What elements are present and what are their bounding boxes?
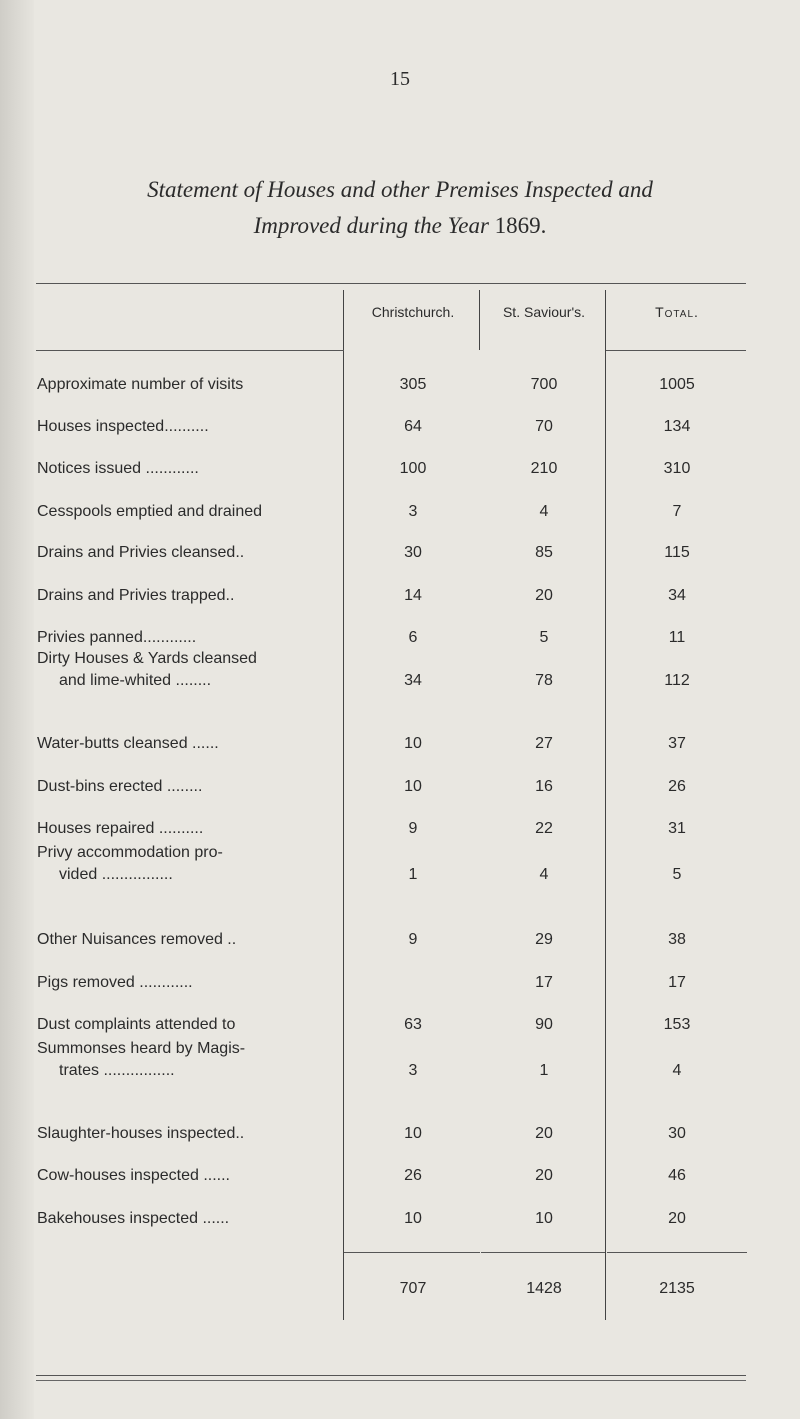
column-header-christchurch: Christchurch. — [371, 304, 455, 320]
cell-st-saviours: 85 — [535, 544, 553, 561]
row-label — [37, 1165, 337, 1187]
row-label — [37, 1208, 337, 1230]
row-label-line-1: Houses repaired .......... — [37, 820, 204, 837]
row-label — [37, 585, 337, 607]
cell-christchurch: 63 — [404, 1016, 422, 1033]
column-divider-3 — [605, 290, 606, 1320]
row-label — [37, 1038, 337, 1082]
row-label — [37, 416, 337, 438]
cell-christchurch: 3 — [408, 503, 418, 520]
cell-st-saviours: 17 — [535, 974, 553, 991]
row-label-line-1: Drains and Privies cleansed.. — [37, 544, 245, 561]
row-label-line-2: trates ................ — [59, 1062, 175, 1079]
column-header-total: Total. — [655, 304, 699, 320]
cell-total: 5 — [672, 866, 682, 883]
row-label-line-1: Slaughter-houses inspected.. — [37, 1125, 245, 1142]
cell-total: 31 — [668, 820, 686, 837]
sum-rule-christchurch — [344, 1252, 480, 1253]
cell-total: 46 — [668, 1167, 686, 1184]
total-total: 2135 — [659, 1280, 695, 1297]
cell-st-saviours: 29 — [535, 931, 553, 948]
cell-total: 7 — [672, 503, 682, 520]
total-christchurch: 707 — [399, 1280, 427, 1297]
cell-total: 17 — [668, 974, 686, 991]
cell-christchurch: 14 — [404, 587, 422, 604]
cell-st-saviours: 1 — [539, 1062, 549, 1079]
sum-rule-total — [607, 1252, 747, 1253]
cell-st-saviours: 10 — [535, 1210, 553, 1227]
cell-st-saviours: 27 — [535, 735, 553, 752]
cell-total: 38 — [668, 931, 686, 948]
title-line-1: Statement of Houses and other Premises Inspected and — [147, 177, 653, 202]
cell-total: 26 — [668, 778, 686, 795]
row-label-line-2: vided ................ — [59, 866, 173, 883]
cell-st-saviours: 4 — [539, 866, 549, 883]
column-divider-1 — [343, 290, 344, 1320]
cell-christchurch: 3 — [408, 1062, 418, 1079]
row-label — [37, 648, 337, 692]
row-label — [37, 1123, 337, 1145]
row-label — [37, 542, 337, 564]
row-label-line-1: Houses inspected.......... — [37, 418, 209, 435]
top-rule — [36, 283, 746, 284]
row-label-line-1: Summonses heard by Magis- — [37, 1040, 246, 1057]
cell-christchurch: 305 — [399, 376, 427, 393]
title-line-2-text: Improved during the Year — [253, 213, 489, 238]
row-label — [37, 929, 337, 951]
cell-total: 153 — [663, 1016, 691, 1033]
row-label — [37, 842, 337, 886]
row-label-line-1: Privies panned............ — [37, 629, 197, 646]
cell-total: 112 — [664, 672, 690, 689]
row-label — [37, 458, 337, 480]
row-label-line-1: Dust complaints attended to — [37, 1016, 236, 1033]
cell-st-saviours: 700 — [530, 376, 558, 393]
bottom-rule-thin — [36, 1380, 746, 1381]
row-label-line-1: Cow-houses inspected ...... — [37, 1167, 230, 1184]
cell-christchurch: 34 — [404, 672, 422, 689]
sum-rule-st-saviours — [481, 1252, 605, 1253]
row-label — [37, 627, 337, 649]
cell-st-saviours: 210 — [530, 460, 558, 477]
cell-st-saviours: 20 — [535, 587, 553, 604]
row-label-line-1: Pigs removed ............ — [37, 974, 193, 991]
cell-total: 4 — [672, 1062, 682, 1079]
cell-st-saviours: 70 — [535, 418, 553, 435]
cell-christchurch: 6 — [408, 629, 418, 646]
cell-christchurch: 9 — [408, 820, 418, 837]
bottom-rule — [36, 1375, 746, 1376]
row-label-line-1: Bakehouses inspected ...... — [37, 1210, 230, 1227]
cell-total: 115 — [664, 544, 690, 561]
header-rule-left — [36, 350, 344, 351]
cell-christchurch: 10 — [404, 778, 422, 795]
row-label-line-1: Drains and Privies trapped.. — [37, 587, 235, 604]
cell-christchurch: 9 — [408, 931, 418, 948]
cell-total: 310 — [663, 460, 691, 477]
page-number: 15 — [390, 68, 410, 90]
row-label — [37, 733, 337, 755]
header-rule-right — [606, 350, 746, 351]
cell-christchurch: 30 — [404, 544, 422, 561]
row-label — [37, 1014, 337, 1036]
column-header-st-saviours: St. Saviour's. — [502, 304, 586, 320]
cell-christchurch: 10 — [404, 1210, 422, 1227]
cell-st-saviours: 22 — [535, 820, 553, 837]
cell-st-saviours: 20 — [535, 1125, 553, 1142]
row-label — [37, 374, 337, 396]
cell-st-saviours: 5 — [539, 629, 549, 646]
cell-total: 134 — [663, 418, 691, 435]
row-label-line-1: Approximate number of visits — [37, 376, 244, 393]
cell-christchurch: 1 — [408, 866, 418, 883]
cell-st-saviours: 16 — [535, 778, 553, 795]
page-edge-shadow — [0, 0, 34, 1419]
column-divider-2-head — [479, 290, 480, 350]
cell-st-saviours: 4 — [539, 503, 549, 520]
cell-christchurch: 10 — [404, 735, 422, 752]
row-label-line-1: Other Nuisances removed .. — [37, 931, 237, 948]
row-label-line-1: Privy accommodation pro- — [37, 844, 223, 861]
row-label — [37, 972, 337, 994]
cell-total: 20 — [668, 1210, 686, 1227]
cell-total: 11 — [668, 629, 686, 646]
row-label-line-1: Water-butts cleansed ...... — [37, 735, 219, 752]
title-year: 1869. — [494, 213, 547, 238]
cell-st-saviours: 20 — [535, 1167, 553, 1184]
row-label-line-1: Dust-bins erected ........ — [37, 778, 203, 795]
row-label-line-1: Dirty Houses & Yards cleansed — [37, 650, 257, 667]
row-label-line-1: Cesspools emptied and drained — [37, 503, 263, 520]
title-line-2 — [40, 208, 760, 244]
row-label-line-2: and lime-whited ........ — [59, 672, 212, 689]
row-label — [37, 818, 337, 840]
table-title — [40, 172, 760, 244]
cell-christchurch: 10 — [404, 1125, 422, 1142]
total-st-saviours: 1428 — [526, 1280, 562, 1297]
row-label — [37, 501, 337, 523]
cell-total: 34 — [668, 587, 686, 604]
cell-st-saviours: 90 — [535, 1016, 553, 1033]
cell-christchurch: 26 — [404, 1167, 422, 1184]
cell-total: 1005 — [659, 376, 695, 393]
cell-christchurch: 100 — [399, 460, 427, 477]
cell-st-saviours: 78 — [535, 672, 553, 689]
cell-total: 37 — [668, 735, 686, 752]
row-label-line-1: Notices issued ............ — [37, 460, 199, 477]
cell-christchurch: 64 — [404, 418, 422, 435]
row-label — [37, 776, 337, 798]
cell-total: 30 — [668, 1125, 686, 1142]
